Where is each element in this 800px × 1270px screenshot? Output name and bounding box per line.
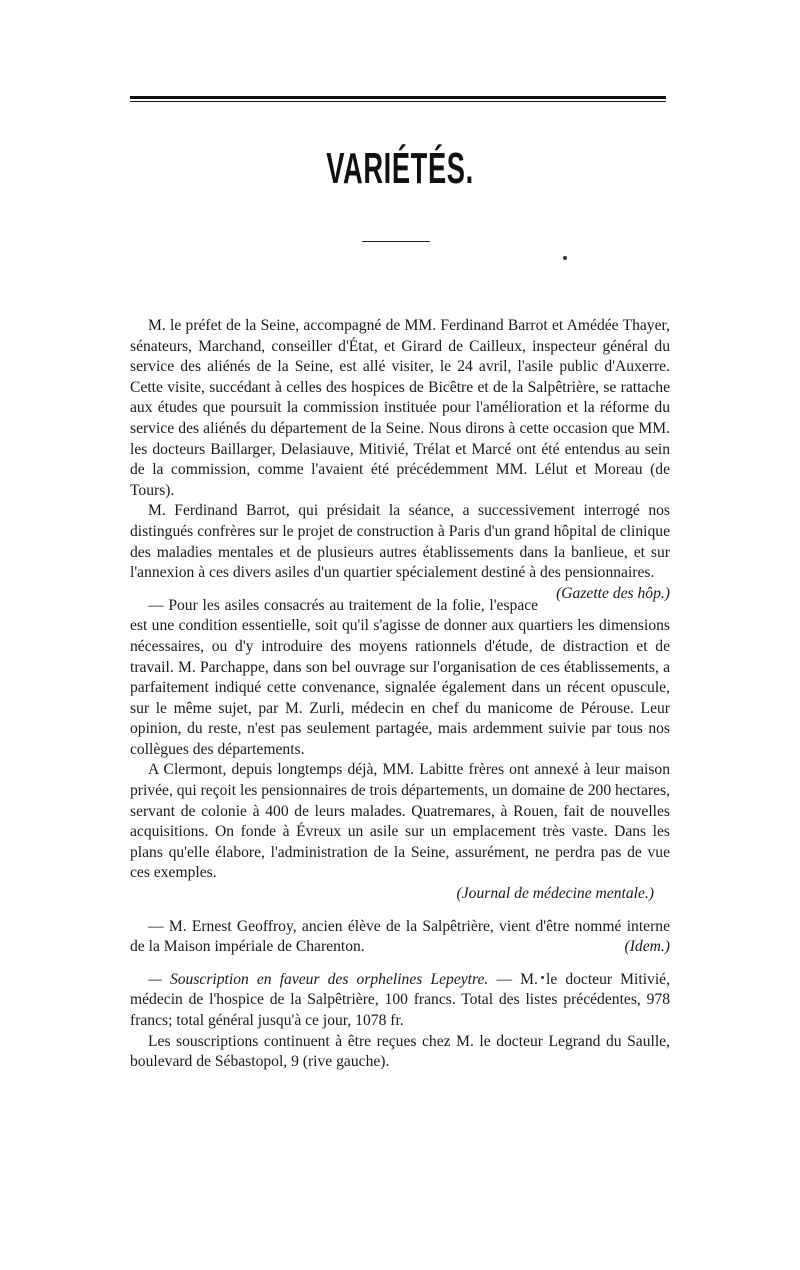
source-citation: (Idem.) <box>624 938 670 956</box>
paragraph-geoffroy: — M. Ernest Geoffroy, ancien élève de la Salpêtrière, vient d'être nommé interne de la Maison impériale de Charenton. (Idem.) <box>130 917 670 958</box>
top-double-rule-thick <box>130 96 666 99</box>
title-separator-rule <box>362 241 430 242</box>
paragraph-asylum-space: — Pour les asiles consacrés au traitement de la folie, l'espace est une condition essentielle, soit qu'il s'agisse de donner aux quartiers les dimensions nécessaires, ou d'y introduire des moyens rationnels d'étude, de distraction et de travail. M. Parchappe, dans son bel ouvrage sur l'organisation de ces établissements, a parfaitement indiqué cette convenance, signalée également dans un récent opuscule, sur le même sujet, par M. Zurli, médecin en chef du manicome de Pérouse. Leur opinion, du reste, n'est pas seulement partagée, mais ardemment suivie par tous nos collègues des départements. <box>130 596 670 758</box>
section-title: VARIÉTÉS. <box>326 144 474 193</box>
paragraph-clermont: A Clermont, depuis longtemps déjà, MM. Labitte frères ont annexé à leur maison privée, qui reçoit les pensionnaires de trois départements, un domaine de 200 hectares, servant de colonie à 400 de leurs malades. Quatremares, à Rouen, fait de nouvelles acquisitions. On fonde à Évreux un asile sur un emplacement très vaste. Dans les plans qu'elle élabore, l'administration de la Seine, assurément, ne perdra pas de vue ces exemples. <box>130 761 670 882</box>
subscription-heading: — Souscription en faveur des orphelines Lepeytre. <box>148 970 489 988</box>
paragraph-subscription: — Souscription en faveur des orphelines Lepeytre. — M. le docteur Mitivié, médecin de l'hospice de la Salpêtrière, 100 francs. Total des listes précédentes, 978 francs; total général jusqu'à ce jour, 1078 fr. <box>130 970 670 1029</box>
paragraph-subscription-address: Les souscriptions continuent à être reçues chez M. le docteur Legrand du Saulle, boulevard de Sébastopol, 9 (rive gauche). <box>130 1032 670 1071</box>
paragraph-barrot-session: M. Ferdinand Barrot, qui présidait la séance, a successivement interrogé nos distingués confrères sur le projet de construction à Paris d'un grand hôpital de clinique des maladies mentales et de plusieurs autres établissements dans la banlieue, et sur l'annexion à ces divers asiles d'un quartier spécialement destiné à des pensionnaires. (Gazette des hôp.) <box>130 501 670 583</box>
top-double-rule-thin <box>130 101 666 102</box>
source-citation: (Gazette des hôp.) <box>556 584 670 602</box>
print-speck <box>563 256 567 260</box>
article-body <box>130 316 670 1073</box>
source-citation: (Journal de médecine mentale.) <box>456 885 654 903</box>
paragraph-prefect-visit: M. le préfet de la Seine, accompagné de MM. Ferdinand Barrot et Amédée Thayer, sénateurs, Marchand, conseiller d'État, et Girard de Cailleux, inspecteur général du service des aliénés de la Seine, est allé visiter, le 24 avril, l'asile public d'Auxerre. Cette visite, succédant à celles des hospices de Bicêtre et de la Salpêtrière, se rattache aux études que poursuit la commission instituée pour l'amélioration et la réforme du service des aliénés du département de la Seine. Nous dirons à cette occasion que MM. les docteurs Baillarger, Delasiauve, Mitivié, Trélat et Marcé ont été entendus au sein de la commission, comme l'avaient été précédemment MM. Lélut et Moreau (de Tours). <box>130 317 670 499</box>
